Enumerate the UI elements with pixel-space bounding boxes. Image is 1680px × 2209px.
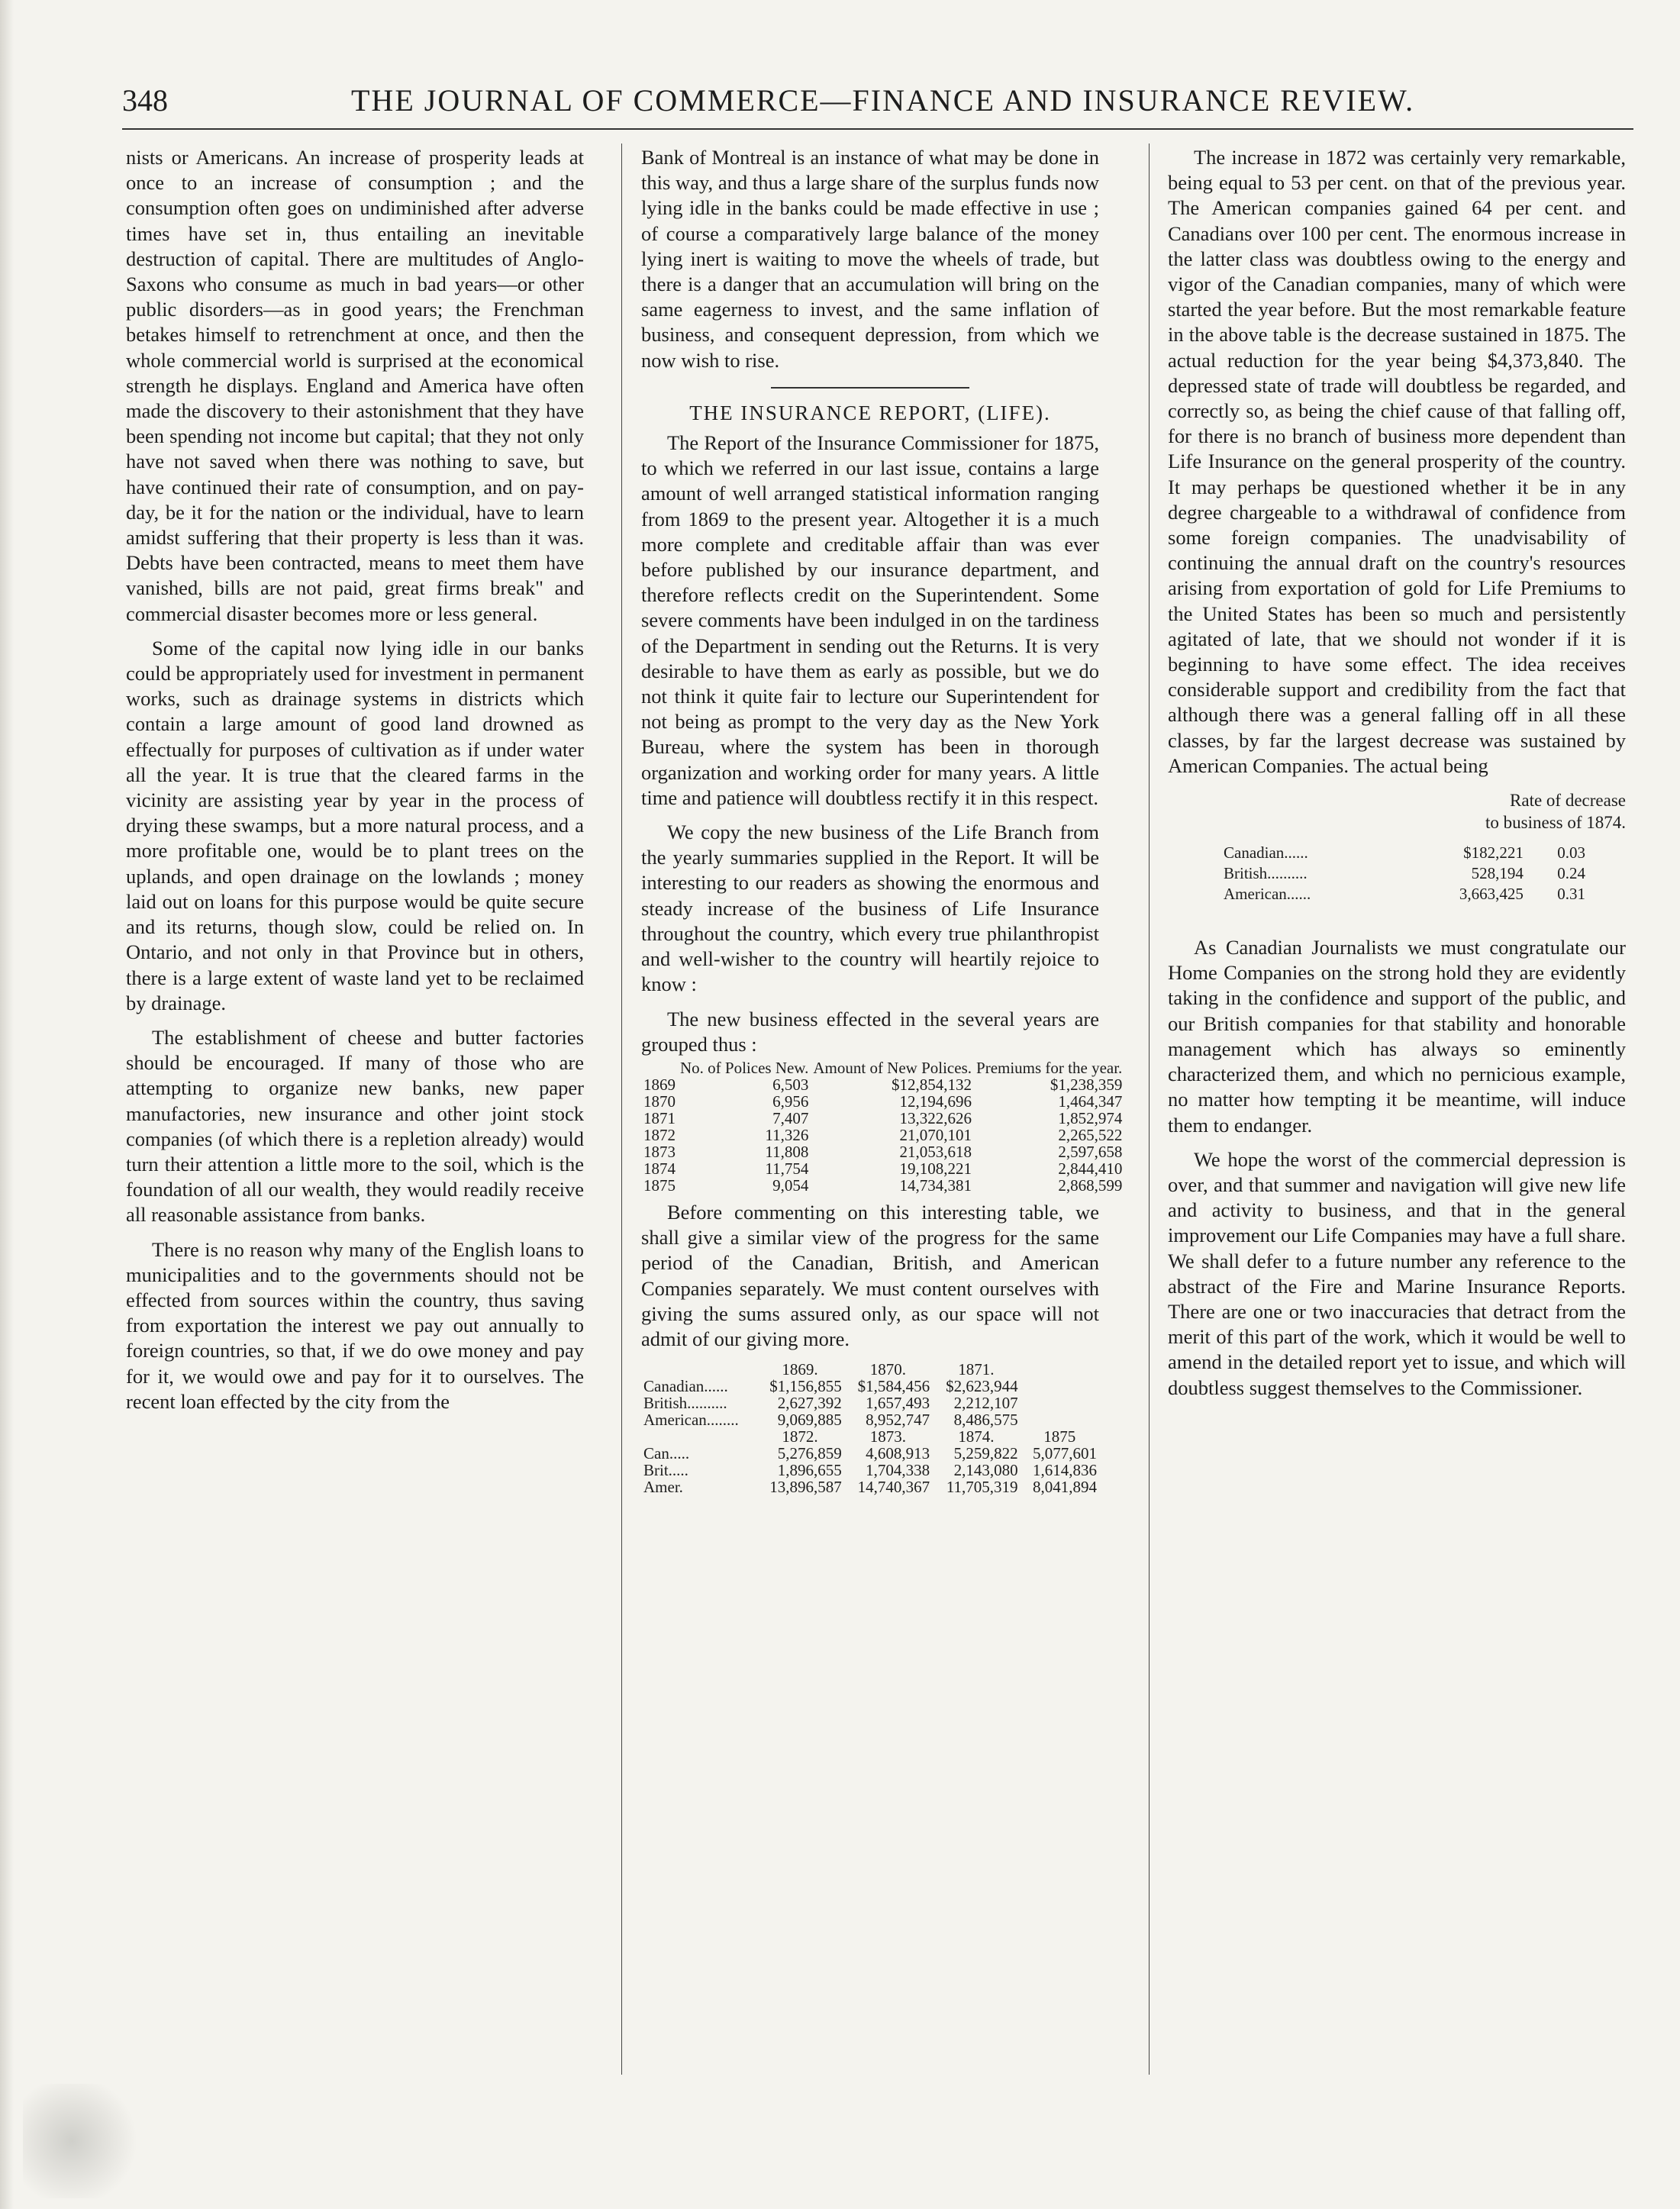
table-cell: $1,156,855 bbox=[769, 1377, 842, 1396]
table-cell: 2,212,107 bbox=[953, 1394, 1018, 1413]
column-divider bbox=[1149, 144, 1150, 2075]
paragraph: The new business effected in the several years are grouped thus : bbox=[641, 1007, 1099, 1056]
table-cell: 6,503 bbox=[772, 1075, 809, 1094]
table-row bbox=[641, 1445, 1099, 1462]
column-3 bbox=[1168, 145, 1626, 2099]
table-cell-year: 1869 bbox=[643, 1075, 676, 1094]
table-cell: 8,041,894 bbox=[1033, 1478, 1097, 1497]
paragraph: Some of the capital now lying idle in our banks could be appropriately used for investment in permanent works, such as drainage systems in districts which contain a large amount of good land drowned as effectually for purposes of cultivation as if under water all the year. It is true that the cleared farms in the vicinity are assisting year by year in the process of drying these swamps, but a more natural process, and a more profitable one, would be to plant trees on the uplands, and open drainage on the lowlands ; money laid out on loans for this purpose would be quite secure and its returns, though slow, could be relied on. In Ontario, and not only in that Province but in others, there is a large extent of waste land yet to be reclaimed by drainage. bbox=[126, 636, 584, 1014]
table-row bbox=[641, 1479, 1099, 1495]
table-cell-year: 1875 bbox=[643, 1175, 676, 1195]
table-cell: 9,054 bbox=[772, 1175, 809, 1195]
column-1 bbox=[126, 145, 584, 2099]
table-cell: 21,053,618 bbox=[899, 1142, 972, 1161]
table-row bbox=[641, 1395, 1099, 1411]
table-cell-name: Canadian...... bbox=[1224, 843, 1308, 863]
table-row bbox=[641, 1378, 1099, 1395]
page-header bbox=[122, 82, 1633, 130]
table-cell: 14,740,367 bbox=[857, 1478, 930, 1497]
table-cell: $182,221 bbox=[1463, 843, 1524, 863]
table-cell: $1,584,456 bbox=[857, 1377, 930, 1396]
table-year-row bbox=[641, 1361, 1099, 1378]
table-cell bbox=[641, 1361, 756, 1378]
section-divider bbox=[771, 387, 969, 389]
section-title: THE INSURANCE REPORT, (LIFE). bbox=[689, 401, 1051, 424]
paragraph: Before commenting on this interesting table, we shall give a similar view of the progress for the same period of the Canadian, British, and American Companies separately. We must content ourselves with giving the sums assured only, as our space will not admit of our giving more. bbox=[641, 1200, 1099, 1350]
table-row bbox=[1221, 863, 1588, 884]
table-header: No. of Polices New. bbox=[680, 1058, 809, 1077]
scan-edge-shadow bbox=[0, 0, 14, 2209]
new-business-table bbox=[641, 1060, 1124, 1194]
table-cell-year: 1870 bbox=[643, 1092, 676, 1111]
paragraph: We copy the new business of the Life Branch from the yearly summaries supplied in the Report. It will be interesting to our readers as showing the enormous and steady increase of the business of Life Insurance throughout the country, which every true philanthropist and well-wisher to the country will heartily rejoice to know : bbox=[641, 821, 1099, 996]
column-divider bbox=[621, 144, 622, 2075]
table-cell: 11,754 bbox=[765, 1159, 809, 1178]
table-cell-name: American...... bbox=[1224, 885, 1311, 904]
table-cell: 13,896,587 bbox=[769, 1478, 842, 1497]
scan-smudge bbox=[23, 2084, 145, 2198]
paragraph: As Canadian Journalists we must congratulate our Home Companies on the strong hold they are evidently taking in the confidence and support of the public, and our British companies for that stability and honorable management which has always so eminently characterized them, and which no pernicious example, no matter how tempting it be meantime, will induce them to endanger. bbox=[1168, 936, 1626, 1137]
table-cell: 1,464,347 bbox=[1058, 1092, 1123, 1111]
table-cell: $1,238,359 bbox=[1050, 1075, 1123, 1094]
table-cell-name: American........ bbox=[643, 1411, 739, 1430]
paragraph: There is no reason why many of the English loans to municipalities and to the governments should not be effected from sources within the country, thus saving from exportation the interest we pay out annually to foreign countries, so that, if we do owe money and pay for it, we would owe and pay for it to ourselves. The recent loan effected by the city from the bbox=[126, 1237, 584, 1413]
table-year-row bbox=[641, 1428, 1099, 1445]
table-cell bbox=[641, 1428, 756, 1445]
table-cell: 5,259,822 bbox=[953, 1444, 1018, 1463]
rate-heading bbox=[1168, 789, 1626, 834]
table-cell: 1,896,655 bbox=[777, 1461, 842, 1480]
paragraph: Bank of Montreal is an instance of what may be done in this way, and thus a large share of the surplus funds now lying idle in the banks could be made effective in use ; of course a comparatively large balance of the money lying inert is waiting to move the wheels of trade, but there is a danger that an accumulation will bring on the same eagerness to invest, and the same inflation of business, and consequent depression, from which we now wish to rise. bbox=[641, 146, 1099, 372]
table-cell-year: 1874 bbox=[643, 1159, 676, 1178]
paragraph: The establishment of cheese and butter factories should be encouraged. If many of those who are attempting to organize new banks, new paper manufactories, new insurance and other joint stock companies (of which there is a repletion already) would turn their attention a little more to the soil, which is the foundation of all our wealth, they would readily receive all reasonable assistance from banks. bbox=[126, 1025, 584, 1227]
table-year-cell: 1872. bbox=[782, 1427, 818, 1446]
table-row bbox=[1221, 843, 1588, 863]
table-cell: $2,623,944 bbox=[946, 1377, 1018, 1396]
table-row bbox=[641, 1177, 1124, 1194]
table-row bbox=[641, 1411, 1099, 1428]
table-row bbox=[641, 1110, 1124, 1127]
table-cell: 2,844,410 bbox=[1058, 1159, 1123, 1178]
table-row bbox=[641, 1160, 1124, 1177]
table-cell-name: British.......... bbox=[1224, 864, 1308, 883]
table-cell: 9,069,885 bbox=[777, 1411, 842, 1430]
table-cell: 2,143,080 bbox=[953, 1461, 1018, 1480]
table-cell: 0.31 bbox=[1557, 885, 1585, 904]
paragraph: The Report of the Insurance Commissioner for 1875, to which we referred in our last issue, contains a large amount of well arranged statistical information ranging from 1869 to the present year. Altogether it is a much more complete and creditable affair than was ever before published by our insurance department, and therefore reflects credit on the Superintendent. Some severe comments have been indulged in on the tardiness of the Department in sending out the Returns. It is very desirable to have them as early as possible, but we do not think it quite fair to lecture our Superintendent for not being as prompt to the very day as the New York Bureau, where the system has been in thorough organization and working order for many years. A little time and patience will doubtless rectify it in this respect. bbox=[641, 431, 1099, 809]
paragraph: The increase in 1872 was certainly very remarkable, being equal to 53 per cent. on that of the previous year. The American companies gained 64 per cent. and Canadians over 100 per cent. The enormous increase in the latter class was doubtless owing to the energy and vigor of the Canadian companies, many of which were started the year before. But the most remarkable feature in the above table is the decrease sustained in 1875. The actual reduction for the year being $4,373,840. The depressed state of trade will doubtless be regarded, and correctly so, as being the chief cause of that falling off, for there is no branch of business more dependent than Life Insurance on the general prosperity of the country. It may perhaps be questioned whether it be in any degree chargeable to a withdrawal of confidence from some foreign companies. The unadvisability of continuing the annual draft on the country's resources arising from exportation of gold for Life Premiums to the United States has been so much and persistently agitated of late, that we should not wonder if it is beginning to have some effect. The idea receives considerable support and credibility from the fact that although there was a general falling off in all these classes, by far the largest decrease was sustained by American Companies. The actual being bbox=[1168, 146, 1626, 777]
table-row bbox=[641, 1093, 1124, 1110]
table-cell: 14,734,381 bbox=[899, 1175, 972, 1195]
table-cell-year: 1873 bbox=[643, 1142, 676, 1161]
table-cell-name: British.......... bbox=[643, 1394, 727, 1413]
table-cell: 7,407 bbox=[772, 1108, 809, 1127]
table-cell: 8,486,575 bbox=[953, 1411, 1018, 1430]
table-year-cell: 1871. bbox=[958, 1360, 995, 1379]
table-cell: 21,070,101 bbox=[899, 1125, 972, 1144]
table-row bbox=[641, 1127, 1124, 1143]
table-year-cell: 1873. bbox=[869, 1427, 907, 1446]
table-cell: 0.24 bbox=[1557, 864, 1585, 883]
table-cell: 8,952,747 bbox=[866, 1411, 930, 1430]
table-cell: 13,322,626 bbox=[899, 1108, 972, 1127]
table-cell: 11,326 bbox=[765, 1125, 809, 1144]
table-header: Amount of New Polices. bbox=[813, 1058, 972, 1077]
table-cell: 528,194 bbox=[1471, 864, 1524, 883]
table-cell: 5,276,859 bbox=[777, 1444, 842, 1463]
column-2 bbox=[641, 145, 1123, 2099]
table-cell-name: Amer. bbox=[643, 1478, 683, 1497]
table-cell: 1,614,836 bbox=[1033, 1461, 1097, 1480]
table-cell-name: Brit..... bbox=[643, 1461, 688, 1480]
table-cell: 2,265,522 bbox=[1058, 1125, 1123, 1144]
table-cell-year: 1871 bbox=[643, 1108, 676, 1127]
table-cell: 11,808 bbox=[765, 1142, 809, 1161]
table-cell: 11,705,319 bbox=[946, 1478, 1018, 1497]
page-number: 348 bbox=[122, 83, 168, 118]
table-cell-name: Can..... bbox=[643, 1444, 690, 1463]
paragraph: nists or Americans. An increase of prosperity leads at once to an increase of consumption ; and the consumption often goes on undiminished after adverse times have set in, thus entailing an inevitable destruction of capital. There are multitudes of Anglo-Saxons who consume as much in bad years—or other public disorders—as in good years; the Frenchman betakes himself to retrenchment at once, and then the whole commercial world is surprised at the economical strength he displays. England and America have often made the discovery to their astonishment that they have been spending not income but capital; that they not only have not saved when there was nothing to save, but have continued their rate of consumption, and on pay-day, be it for the nation or the individual, have to learn amidst suffering that their property is less than it was. Debts have been contracted, means to meet them have vanished, bills are not paid, great firms break" and commercial disaster becomes more or less general. bbox=[126, 146, 584, 625]
table-cell: 2,627,392 bbox=[777, 1394, 842, 1413]
table-cell: 4,608,913 bbox=[866, 1444, 930, 1463]
table-cell: 1,704,338 bbox=[866, 1461, 930, 1480]
table-year-cell: 1870. bbox=[869, 1360, 907, 1379]
table-cell-year: 1872 bbox=[643, 1125, 676, 1144]
table-row bbox=[641, 1462, 1099, 1479]
table-year-cell: 1874. bbox=[958, 1427, 995, 1446]
table-row bbox=[641, 1076, 1124, 1093]
sums-assured-table bbox=[641, 1361, 1099, 1495]
rate-heading-line: Rate of decrease bbox=[1510, 791, 1626, 811]
table-cell: 1,657,493 bbox=[866, 1394, 930, 1413]
table-header: Premiums for the year. bbox=[976, 1058, 1123, 1077]
rate-heading-line: to business of 1874. bbox=[1485, 813, 1626, 833]
table-cell: 1,852,974 bbox=[1058, 1108, 1123, 1127]
table-row bbox=[1221, 884, 1588, 905]
table-cell: 6,956 bbox=[772, 1092, 809, 1111]
table-cell: 0.03 bbox=[1557, 843, 1585, 863]
paragraph: We hope the worst of the commercial depression is over, and that summer and navigation will give new life and activity to business, and that in the general improvement our Life Companies may have a full share. We shall defer to a future number any reference to the abstract of the Fire and Marine Insurance Reports. There are one or two inaccuracies that detract from the merit of this part of the work, which it would be well to amend in the detailed report yet to issue, and which will doubtless suggest themselves to the Commissioner. bbox=[1168, 1147, 1626, 1399]
table-cell: $12,854,132 bbox=[892, 1075, 972, 1094]
table-cell: 12,194,696 bbox=[899, 1092, 972, 1111]
table-cell: 5,077,601 bbox=[1033, 1444, 1097, 1463]
journal-title: THE JOURNAL OF COMMERCE—FINANCE AND INSURANCE REVIEW. bbox=[351, 83, 1415, 118]
decrease-table bbox=[1221, 843, 1588, 905]
table-cell: 2,597,658 bbox=[1058, 1142, 1123, 1161]
table-cell-name: Canadian...... bbox=[643, 1377, 728, 1396]
table-year-cell: 1875 bbox=[1043, 1427, 1076, 1446]
table-row bbox=[641, 1143, 1124, 1160]
table-cell: 19,108,221 bbox=[899, 1159, 972, 1178]
table-year-cell: 1869. bbox=[782, 1360, 818, 1379]
table-cell: 3,663,425 bbox=[1459, 885, 1524, 904]
table-cell bbox=[1021, 1361, 1099, 1378]
table-cell: 2,868,599 bbox=[1058, 1175, 1123, 1195]
